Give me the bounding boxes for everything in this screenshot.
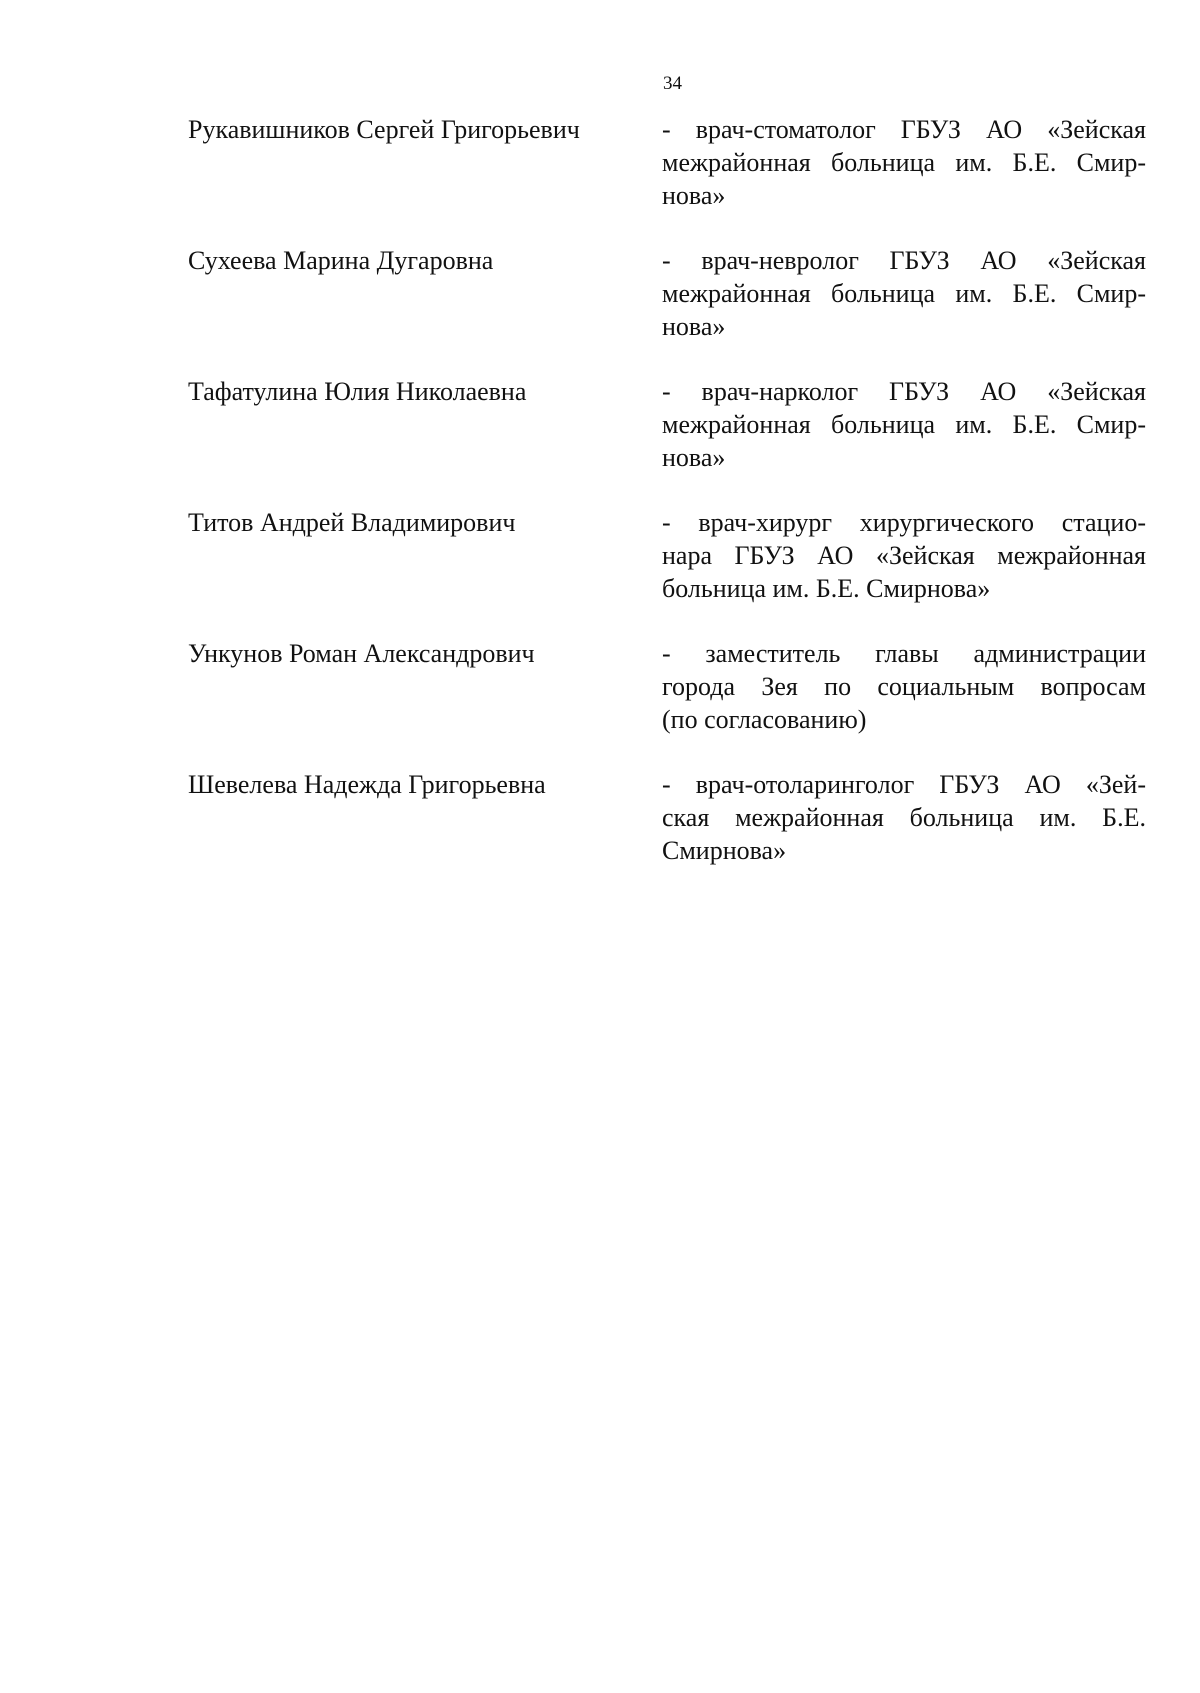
position-line: межрайонная больница им. Б.Е. Смир- xyxy=(662,279,1146,308)
position-line: - врач-нарколог ГБУЗ АО «Зейская xyxy=(662,377,1146,406)
page-number: 34 xyxy=(663,73,682,94)
member-name: Титов Андрей Владимирович xyxy=(188,508,516,537)
member-position xyxy=(662,506,1146,605)
position-line: нова» xyxy=(662,181,726,210)
member-position xyxy=(662,375,1146,474)
position-line: межрайонная больница им. Б.Е. Смир- xyxy=(662,410,1146,439)
member-name: Ункунов Роман Александрович xyxy=(188,639,535,668)
member-entry xyxy=(188,113,1146,212)
member-name: Шевелева Надежда Григорьевна xyxy=(188,770,546,799)
member-name: Сухеева Марина Дугаровна xyxy=(188,246,494,275)
position-line: - врач-хирург хирургического стацио- xyxy=(662,508,1146,537)
member-name: Тафатулина Юлия Николаевна xyxy=(188,377,527,406)
member-position xyxy=(662,637,1146,736)
position-line: межрайонная больница им. Б.Е. Смир- xyxy=(662,148,1146,177)
member-entry xyxy=(188,375,1146,474)
position-line: нова» xyxy=(662,312,726,341)
position-line: ская межрайонная больница им. Б.Е. xyxy=(662,803,1146,832)
position-line: нара ГБУЗ АО «Зейская межрайонная xyxy=(662,541,1146,570)
member-position xyxy=(662,768,1146,867)
position-line: больница им. Б.Е. Смирнова» xyxy=(662,574,991,603)
member-entry xyxy=(188,244,1146,343)
position-line: Смирнова» xyxy=(662,836,787,865)
member-entry xyxy=(188,506,1146,605)
position-line: города Зея по социальным вопросам xyxy=(662,672,1146,701)
member-name: Рукавишников Сергей Григорьевич xyxy=(188,115,580,144)
member-entry xyxy=(188,768,1146,867)
position-line: - врач-невролог ГБУЗ АО «Зейская xyxy=(662,246,1146,275)
position-line: нова» xyxy=(662,443,726,472)
position-line: (по согласованию) xyxy=(662,705,867,734)
members-list xyxy=(188,113,1146,867)
member-entry xyxy=(188,637,1146,736)
position-line: - врач-стоматолог ГБУЗ АО «Зейская xyxy=(662,115,1146,144)
member-position xyxy=(662,244,1146,343)
position-line: - врач-отоларинголог ГБУЗ АО «Зей- xyxy=(662,770,1146,799)
position-line: - заместитель главы администрации xyxy=(662,639,1146,668)
member-position xyxy=(662,113,1146,212)
